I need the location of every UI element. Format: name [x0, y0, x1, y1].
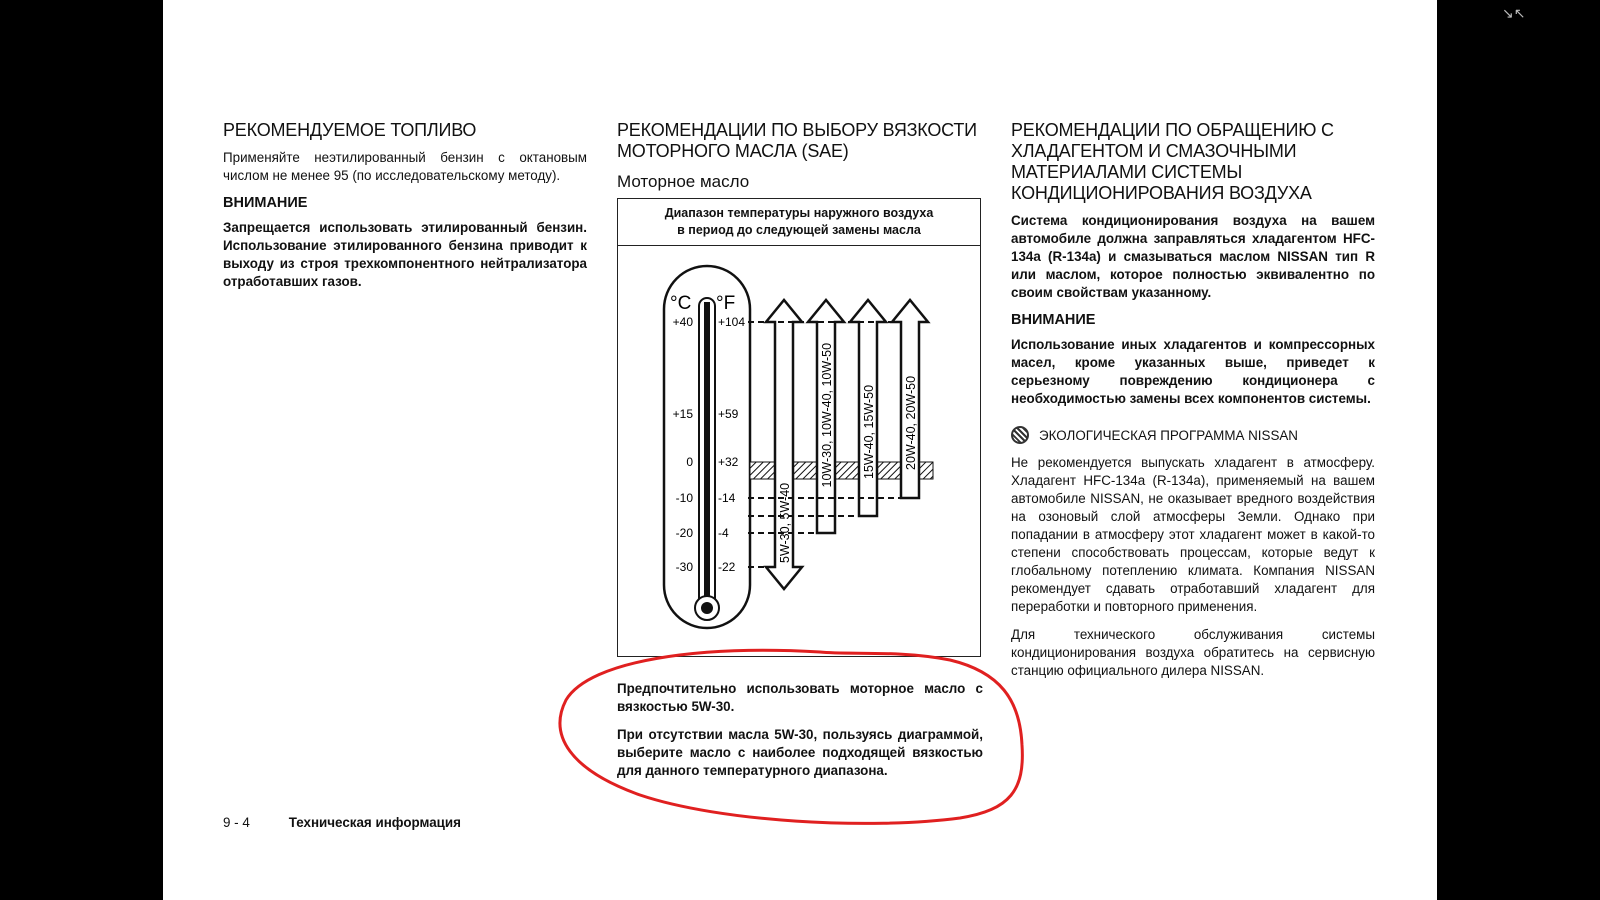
- tick-label-c: -10: [675, 491, 693, 505]
- page-number: 9 - 4: [223, 815, 250, 830]
- ac-title: РЕКОМЕНДАЦИИ ПО ОБРАЩЕНИЮ С ХЛАДАГЕНТОМ И СМАЗОЧНЫМИ МАТЕРИАЛАМИ СИСТЕМЫ КОНДИЦИОНИРОВАНИЯ ВОЗДУХА: [1011, 120, 1334, 203]
- chart-header: [618, 199, 980, 246]
- oil-subtitle: Моторное масло: [617, 172, 750, 191]
- tick-label-c: -30: [675, 560, 693, 574]
- series-label: 15W-40, 15W-50: [862, 384, 876, 479]
- ac-text: Система кондиционирования воздуха на вашем автомобиле должна заправляться хладагентом HFC-134a (R-134a) и смазываться маслом NISSAN тип R или маслом, которое полностью эквивалентно по своим свойствам указанному.: [1011, 213, 1375, 300]
- tick-label-f: -4: [718, 526, 729, 540]
- oil-note-2: При отсутствии масла 5W-30, пользуясь диаграммой, выберите масло с наиболее подходящей вязкостью для данного температурного диапазона.: [617, 727, 983, 778]
- series-label: 5W-30, 5W-40: [778, 482, 792, 563]
- tick-label-f: +59: [718, 407, 739, 421]
- series-arrow: [748, 300, 802, 589]
- tick-label-f: +32: [718, 455, 739, 469]
- chart-title-line2: в период до следующей замены масла: [677, 223, 921, 237]
- oil-viscosity-chart: [617, 198, 981, 657]
- fuel-warning-text: Запрещается использовать этилированный бензин. Использование этилированного бензина приводит к выходу из строя трехкомпонентного нейтрализатора отработавших газов.: [223, 220, 587, 289]
- ac-warning-title: ВНИМАНИЕ: [1011, 312, 1096, 328]
- oil-note-1: Предпочтительно использовать моторное масло с вязкостью 5W-30.: [617, 681, 983, 714]
- series-label: 10W-30, 10W-40, 10W-50: [820, 342, 834, 488]
- unit-c-label: °C: [670, 293, 692, 314]
- tick-label-f: +104: [718, 315, 746, 329]
- page-footer: [223, 815, 461, 830]
- eco-text: Не рекомендуется выпускать хладагент в атмосферу. Хладагент HFC-134a (R-134a), применяемый на вашем автомобиле NISSAN, не оказывает вредного воздействия на озоновый слой атмосферы Земли. Однако при попадании в атмосферу этот хладагент может в какой-то степени способствовать процессам, которые ведут к глобальному потеплению климата. Компания NISSAN рекомендует сдавать отработавший хладагент для переработки и повторного применения.: [1011, 455, 1375, 614]
- oil-notes: [617, 680, 983, 790]
- tick-label-f: -14: [718, 491, 736, 505]
- tick-label-f: -22: [718, 560, 736, 574]
- unit-f-label: °F: [716, 293, 736, 314]
- chart-plot: [618, 246, 980, 656]
- chart-title-line1: Диапазон температуры наружного воздуха: [664, 206, 934, 220]
- fuel-warning-title: ВНИМАНИЕ: [223, 195, 308, 211]
- eco-title: ЭКОЛОГИЧЕСКАЯ ПРОГРАММА NISSAN: [1039, 427, 1298, 443]
- globe-icon: [1011, 426, 1029, 444]
- tick-label-c: +15: [672, 407, 693, 421]
- fuel-title: РЕКОМЕНДУЕМОЕ ТОПЛИВО: [223, 120, 477, 140]
- eco-program-heading: [1011, 426, 1375, 444]
- oil-title: РЕКОМЕНДАЦИИ ПО ВЫБОРУ ВЯЗКОСТИ МОТОРНОГО МАСЛА (SAE): [617, 120, 977, 161]
- series-label: 20W-40, 20W-50: [904, 375, 918, 470]
- ac-warning-text: Использование иных хладагентов и компрессорных масел, кроме указанных выше, приведет к серьезному повреждению кондиционера с необходимостью замены всех компонентов системы.: [1011, 337, 1375, 406]
- fuel-text: Применяйте неэтилированный бензин с октановым числом не менее 95 (по исследовательскому методу).: [223, 150, 587, 183]
- fuel-section: [223, 120, 587, 301]
- tick-label-c: +40: [672, 315, 693, 329]
- service-text: Для технического обслуживания системы кондиционирования воздуха обратитесь на сервисную станцию официального дилера NISSAN.: [1011, 627, 1375, 678]
- ac-section: [1011, 120, 1375, 690]
- footer-section: Техническая информация: [288, 815, 461, 830]
- oil-section: [617, 120, 983, 198]
- tick-label-c: 0: [686, 455, 693, 469]
- tick-label-c: -20: [675, 526, 693, 540]
- compress-arrows-icon[interactable]: ↘↖: [1502, 5, 1526, 21]
- document-page: [163, 0, 1437, 900]
